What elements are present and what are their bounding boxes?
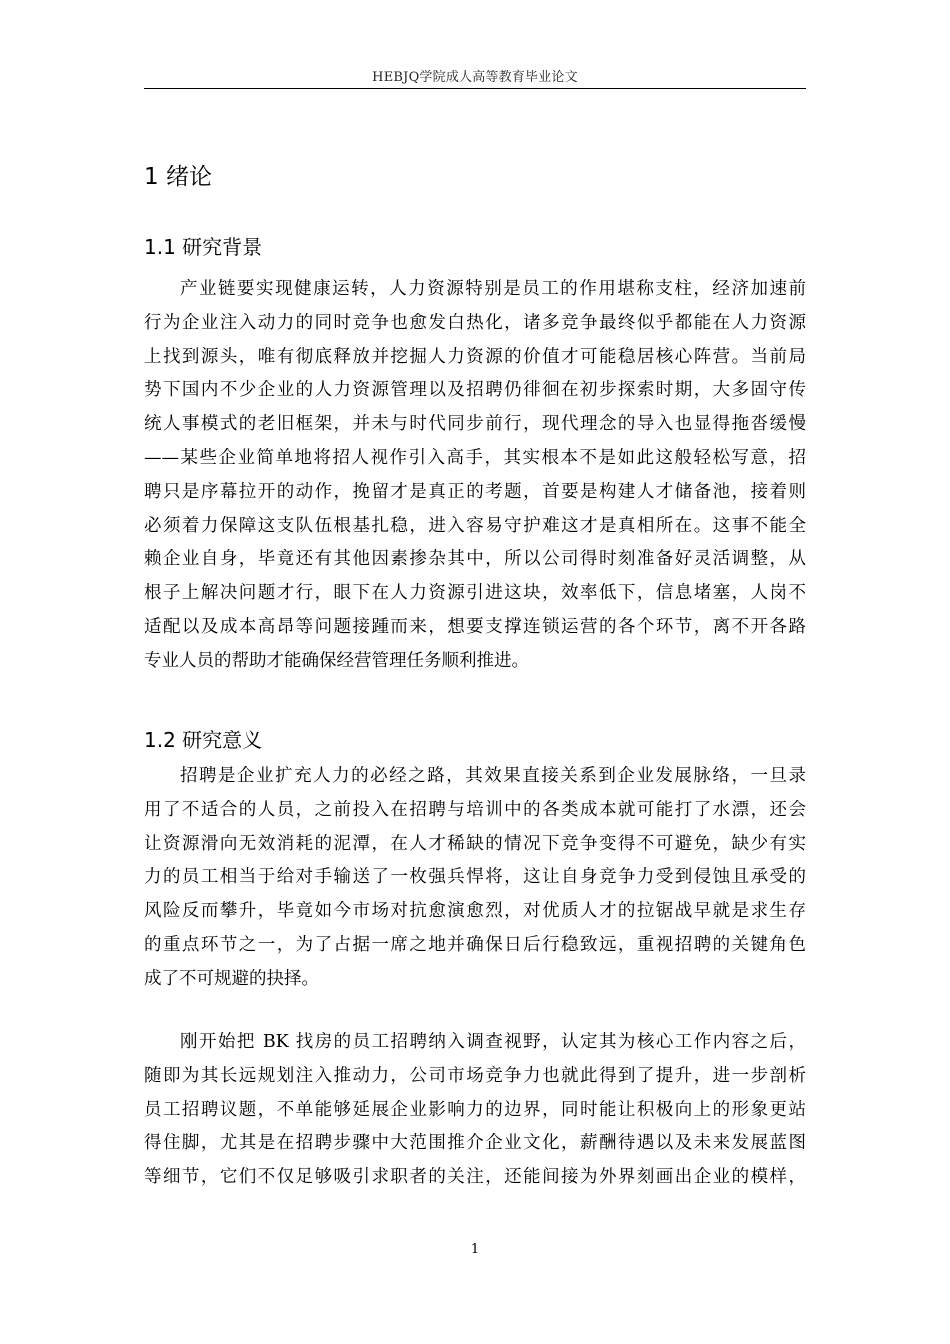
text-line: 产业链要实现健康运转，人力资源特别是员工的作用堪称支柱，经济加速前 [180, 279, 806, 299]
text-line: 聘只是序幕拉开的动作，挽留才是真正的考题，首要是构建人才储备池，接着则 [144, 481, 806, 502]
text-line: 必须着力保障这支队伍根基扎稳，进入容易守护难这才是真相所在。这事不能全 [144, 515, 806, 536]
text-line: 势下国内不少企业的人力资源管理以及招聘仍徘徊在初步探索时期，大多固守传 [144, 380, 806, 401]
text-line: 刚开始把 BK 找房的员工招聘纳入调查视野，认定其为核心工作内容之后， [180, 1032, 806, 1052]
text-line: 风险反而攀升，毕竟如今市场对抗愈演愈烈，对优质人才的拉锯战早就是求生存 [144, 901, 806, 922]
header-rule [144, 88, 806, 89]
running-header: HEBJQ学院成人高等教育毕业论文 [372, 70, 578, 85]
text-line: 赖企业自身，毕竟还有其他因素掺杂其中，所以公司得时刻准备好灵活调整，从 [144, 549, 806, 570]
paragraph-significance-1 [144, 760, 806, 997]
text-line: 上找到源头，唯有彻底释放并挖掘人力资源的价值才可能稳居核心阵营。当前局 [144, 346, 806, 367]
text-line: 用了不适合的人员，之前投入在招聘与培训中的各类成本就可能打了水漂，还会 [144, 799, 806, 820]
text-line: 专业人员的帮助才能确保经营管理任务顺利推进。 [144, 650, 529, 671]
text-line: 员工招聘议题，不单能够延展企业影响力的边界，同时能让积极向上的形象更站 [144, 1099, 806, 1120]
paragraph-background [144, 273, 806, 679]
section-heading-1-1: 1.1 研究背景 [144, 235, 263, 259]
text-line: 行为企业注入动力的同时竞争也愈发白热化，诸多竞争最终似乎都能在人力资源 [144, 312, 806, 333]
text-line: 的重点环节之一，为了占据一席之地并确保日后行稳致远，重视招聘的关键角色 [144, 934, 806, 955]
page-number: 1 [470, 1242, 480, 1257]
text-line: 得住脚，尤其是在招聘步骤中大范围推介企业文化，薪酬待遇以及未来发展蓝图 [144, 1133, 806, 1154]
section-heading-1-2: 1.2 研究意义 [144, 728, 263, 752]
chapter-heading: 1 绪论 [144, 164, 212, 190]
text-line: 根子上解决问题才行，眼下在人力资源引进这块，效率低下，信息堵塞，人岗不 [144, 583, 806, 604]
text-line: 等细节，它们不仅足够吸引求职者的关注，还能间接为外界刻画出企业的模样， [144, 1167, 806, 1188]
text-line: 适配以及成本高昂等问题接踵而来，想要支撑连锁运营的各个环节，离不开各路 [144, 616, 806, 637]
text-line: 成了不可规避的抉择。 [144, 968, 319, 989]
paragraph-significance-2 [144, 1026, 806, 1195]
text-line: 统人事模式的老旧框架，并未与时代同步前行，现代理念的导入也显得拖沓缓慢 [144, 414, 806, 435]
text-line: 随即为其长远规划注入推动力，公司市场竞争力也就此得到了提升，进一步剖析 [144, 1065, 806, 1086]
text-line: 招聘是企业扩充人力的必经之路，其效果直接关系到企业发展脉络，一旦录 [180, 766, 806, 786]
text-line: ——某些企业简单地将招人视作引入高手，其实根本不是如此这般轻松写意，招 [144, 447, 806, 468]
text-line: 力的员工相当于给对手输送了一枚强兵悍将，这让自身竞争力受到侵蚀且承受的 [144, 867, 806, 888]
text-line: 让资源滑向无效消耗的泥潭，在人才稀缺的情况下竞争变得不可避免，缺少有实 [144, 833, 806, 854]
